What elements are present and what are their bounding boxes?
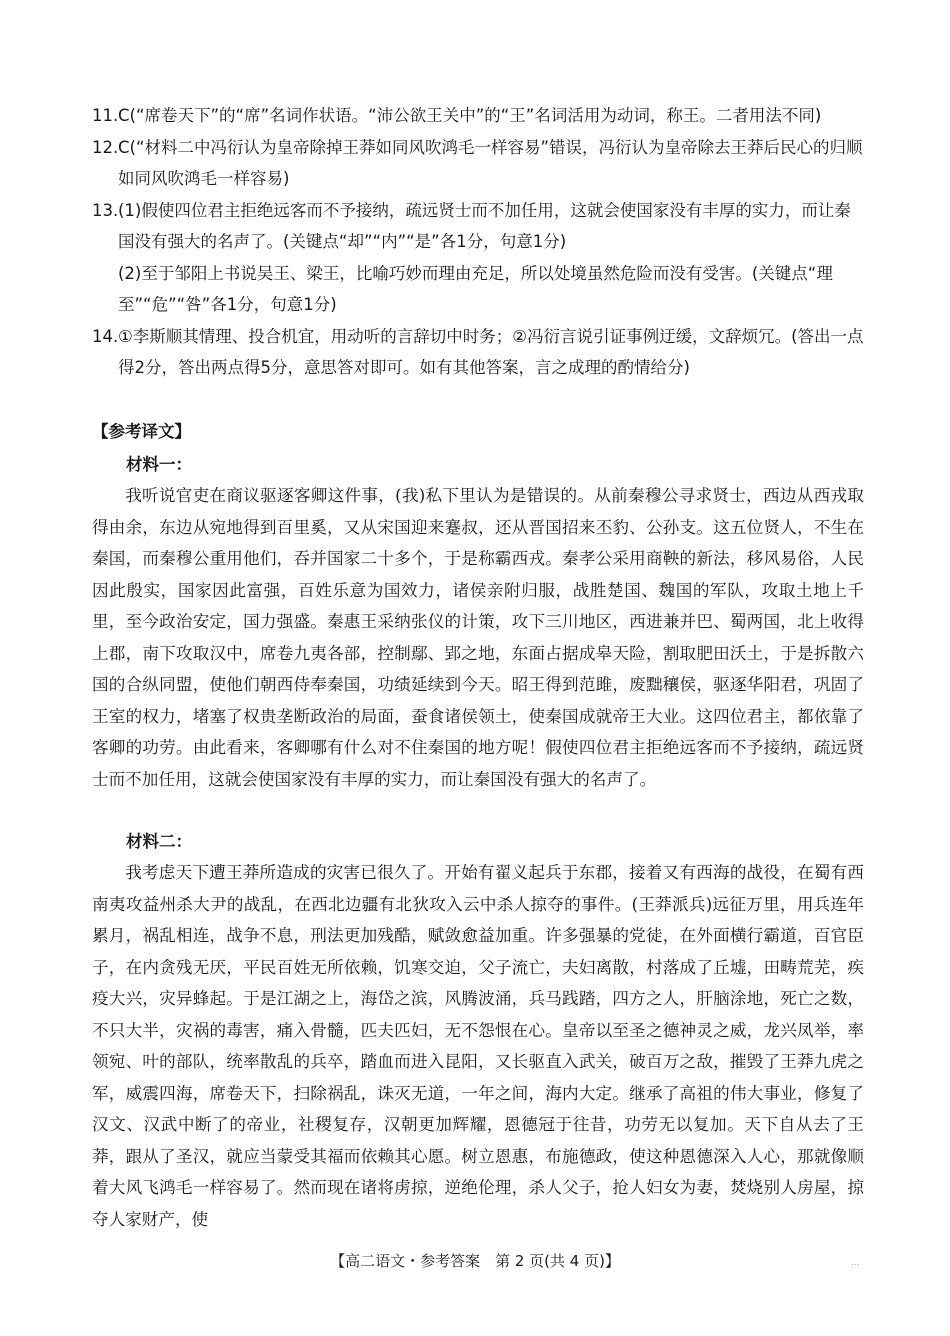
answer-list: [92, 100, 864, 384]
answer-text: (2)至于邹阳上书说吴王、梁王，比喻巧妙而理由充足，所以处境虽然危险而没有受害。(关键点“理至”“危”“咎”各1分，句意1分): [118, 263, 833, 314]
answer-14: [92, 321, 864, 384]
answer-text: C(“材料二中冯衍认为皇帝除掉王莽如同风吹鸿毛一样容易”错误，冯衍认为皇帝除去王莽后民心的归顺如同风吹鸿毛一样容易): [118, 137, 863, 188]
answer-13-1: [92, 195, 864, 258]
answer-12: [92, 132, 864, 195]
answer-number: 11.: [92, 106, 119, 125]
material-one-text: 我听说官吏在商议驱逐客卿这件事，(我)私下里认为是错误的。从前秦穆公寻求贤士，西边从西戎取得由余，东边从宛地得到百里奚，又从宋国迎来蹇叔，还从晋国招来丕豹、公孙支。这五位贤人，不生在秦国，而秦穆公重用他们，吞并国家二十多个，于是称霸西戎。秦孝公采用商鞅的新法，移风易俗，人民因此殷实，国家因此富强，百姓乐意为国效力，诸侯亲附归服，战胜楚国、魏国的军队，攻取土地上千里，至今政治安定，国力强盛。秦惠王采纳张仪的计策，攻下三川地区，西进兼并巴、蜀两国，北上收得上郡，南下攻取汉中，席卷九夷各部，控制鄢、郢之地，东面占据成皋天险，割取肥田沃土，于是拆散六国的合纵同盟，使他们朝西侍奉秦国，功绩延续到今天。昭王得到范雎，废黜穰侯，驱逐华阳君，巩固了王室的权力，堵塞了权贵垄断政治的局面，蚕食诸侯领土，使秦国成就帝王大业。这四位君主，都依靠了客卿的功劳。由此看来，客卿哪有什么对不住秦国的地方呢！假使四位君主拒绝远客而不予接纳，疏远贤士而不加任用，这就会使国家没有丰厚的实力，而让秦国没有强大的名声了。: [92, 486, 864, 789]
answer-text: (1)假使四位君主拒绝远客而不予接纳，疏远贤士而不加任用，这就会使国家没有丰厚的实力，而让秦国没有强大的名声了。(关键点“却”“内”“是”各1分，句意1分): [118, 200, 851, 251]
material-two-title: 材料二：: [126, 832, 192, 851]
reference-translation-heading: 【参考译文】: [92, 422, 191, 441]
answer-number: 13.: [92, 200, 119, 220]
answer-13-2: [92, 258, 864, 321]
answer-number: 14.: [92, 326, 119, 346]
page-footer: 【高二语文・参考答案 第 2 页(共 4 页)】: [330, 1252, 620, 1270]
answer-text: ①李斯顺其情理、投合机宜，用动听的言辞切中时务；②冯衍言说引证事例迂缓，文辞烦冗。(答出一点得2分，答出两点得5分，意思答对即可。如有其他答案，言之成理的酌情给分): [118, 326, 864, 377]
answer-text: C(“席卷天下”的“席”名词作状语。“沛公欲王关中”的“王”名词活用为动词，称王。二者用法不同): [118, 106, 822, 125]
corner-mark: ...: [851, 1258, 860, 1268]
answer-11: [92, 100, 864, 132]
answer-number: 12.: [92, 137, 119, 157]
material-two-text: 我考虑天下遭王莽所造成的灾害已很久了。开始有翟义起兵于东郡，接着又有西海的战役，在蜀有西南夷攻益州杀大尹的战乱，在西北边疆有北狄攻入云中杀人掠夺的事件。(王莽派兵)远征万里，用兵连年累月，祸乱相连，战争不息，刑法更加残酷，赋敛愈益加重。许多强暴的党徒，在外面横行霸道，百官臣子，在内贪残无厌，平民百姓无所依赖，饥寒交迫，父子流亡，夫妇离散，村落成了丘墟，田畴荒芜，疾疫大兴，灾异蜂起。于是江湖之上，海岱之滨，风腾波涌，兵马践踏，四方之人，肝脑涂地，死亡之数，不只大半，灾祸的毒害，痛入骨髓，匹夫匹妇，无不怨恨在心。皇帝以至圣之德神灵之威，龙兴凤举，率领宛、叶的部队，统率散乱的兵卒，踏血而进入昆阳，又长驱直入武关，破百万之敌，摧毁了王莽九虎之军，威震四海，席卷天下，扫除祸乱，诛灭无道，一年之间，海内大定。继承了高祖的伟大事业，修复了汉文、汉武中断了的帝业，社稷复存，汉朝更加辉耀，恩德冠于往昔，功劳无以复加。天下自从去了王莽，跟从了圣汉，就应当蒙受其福而依赖其心愿。树立恩惠，布施德政，使这种恩德深入人心，那就像顺着大风飞鸿毛一样容易了。然而现在诸将虏掠，逆绝伦理，杀人父子，抢人妇女为妻，焚烧别人房屋，掠夺人家财产，使: [92, 863, 864, 1229]
material-one-title: 材料一：: [126, 455, 192, 474]
